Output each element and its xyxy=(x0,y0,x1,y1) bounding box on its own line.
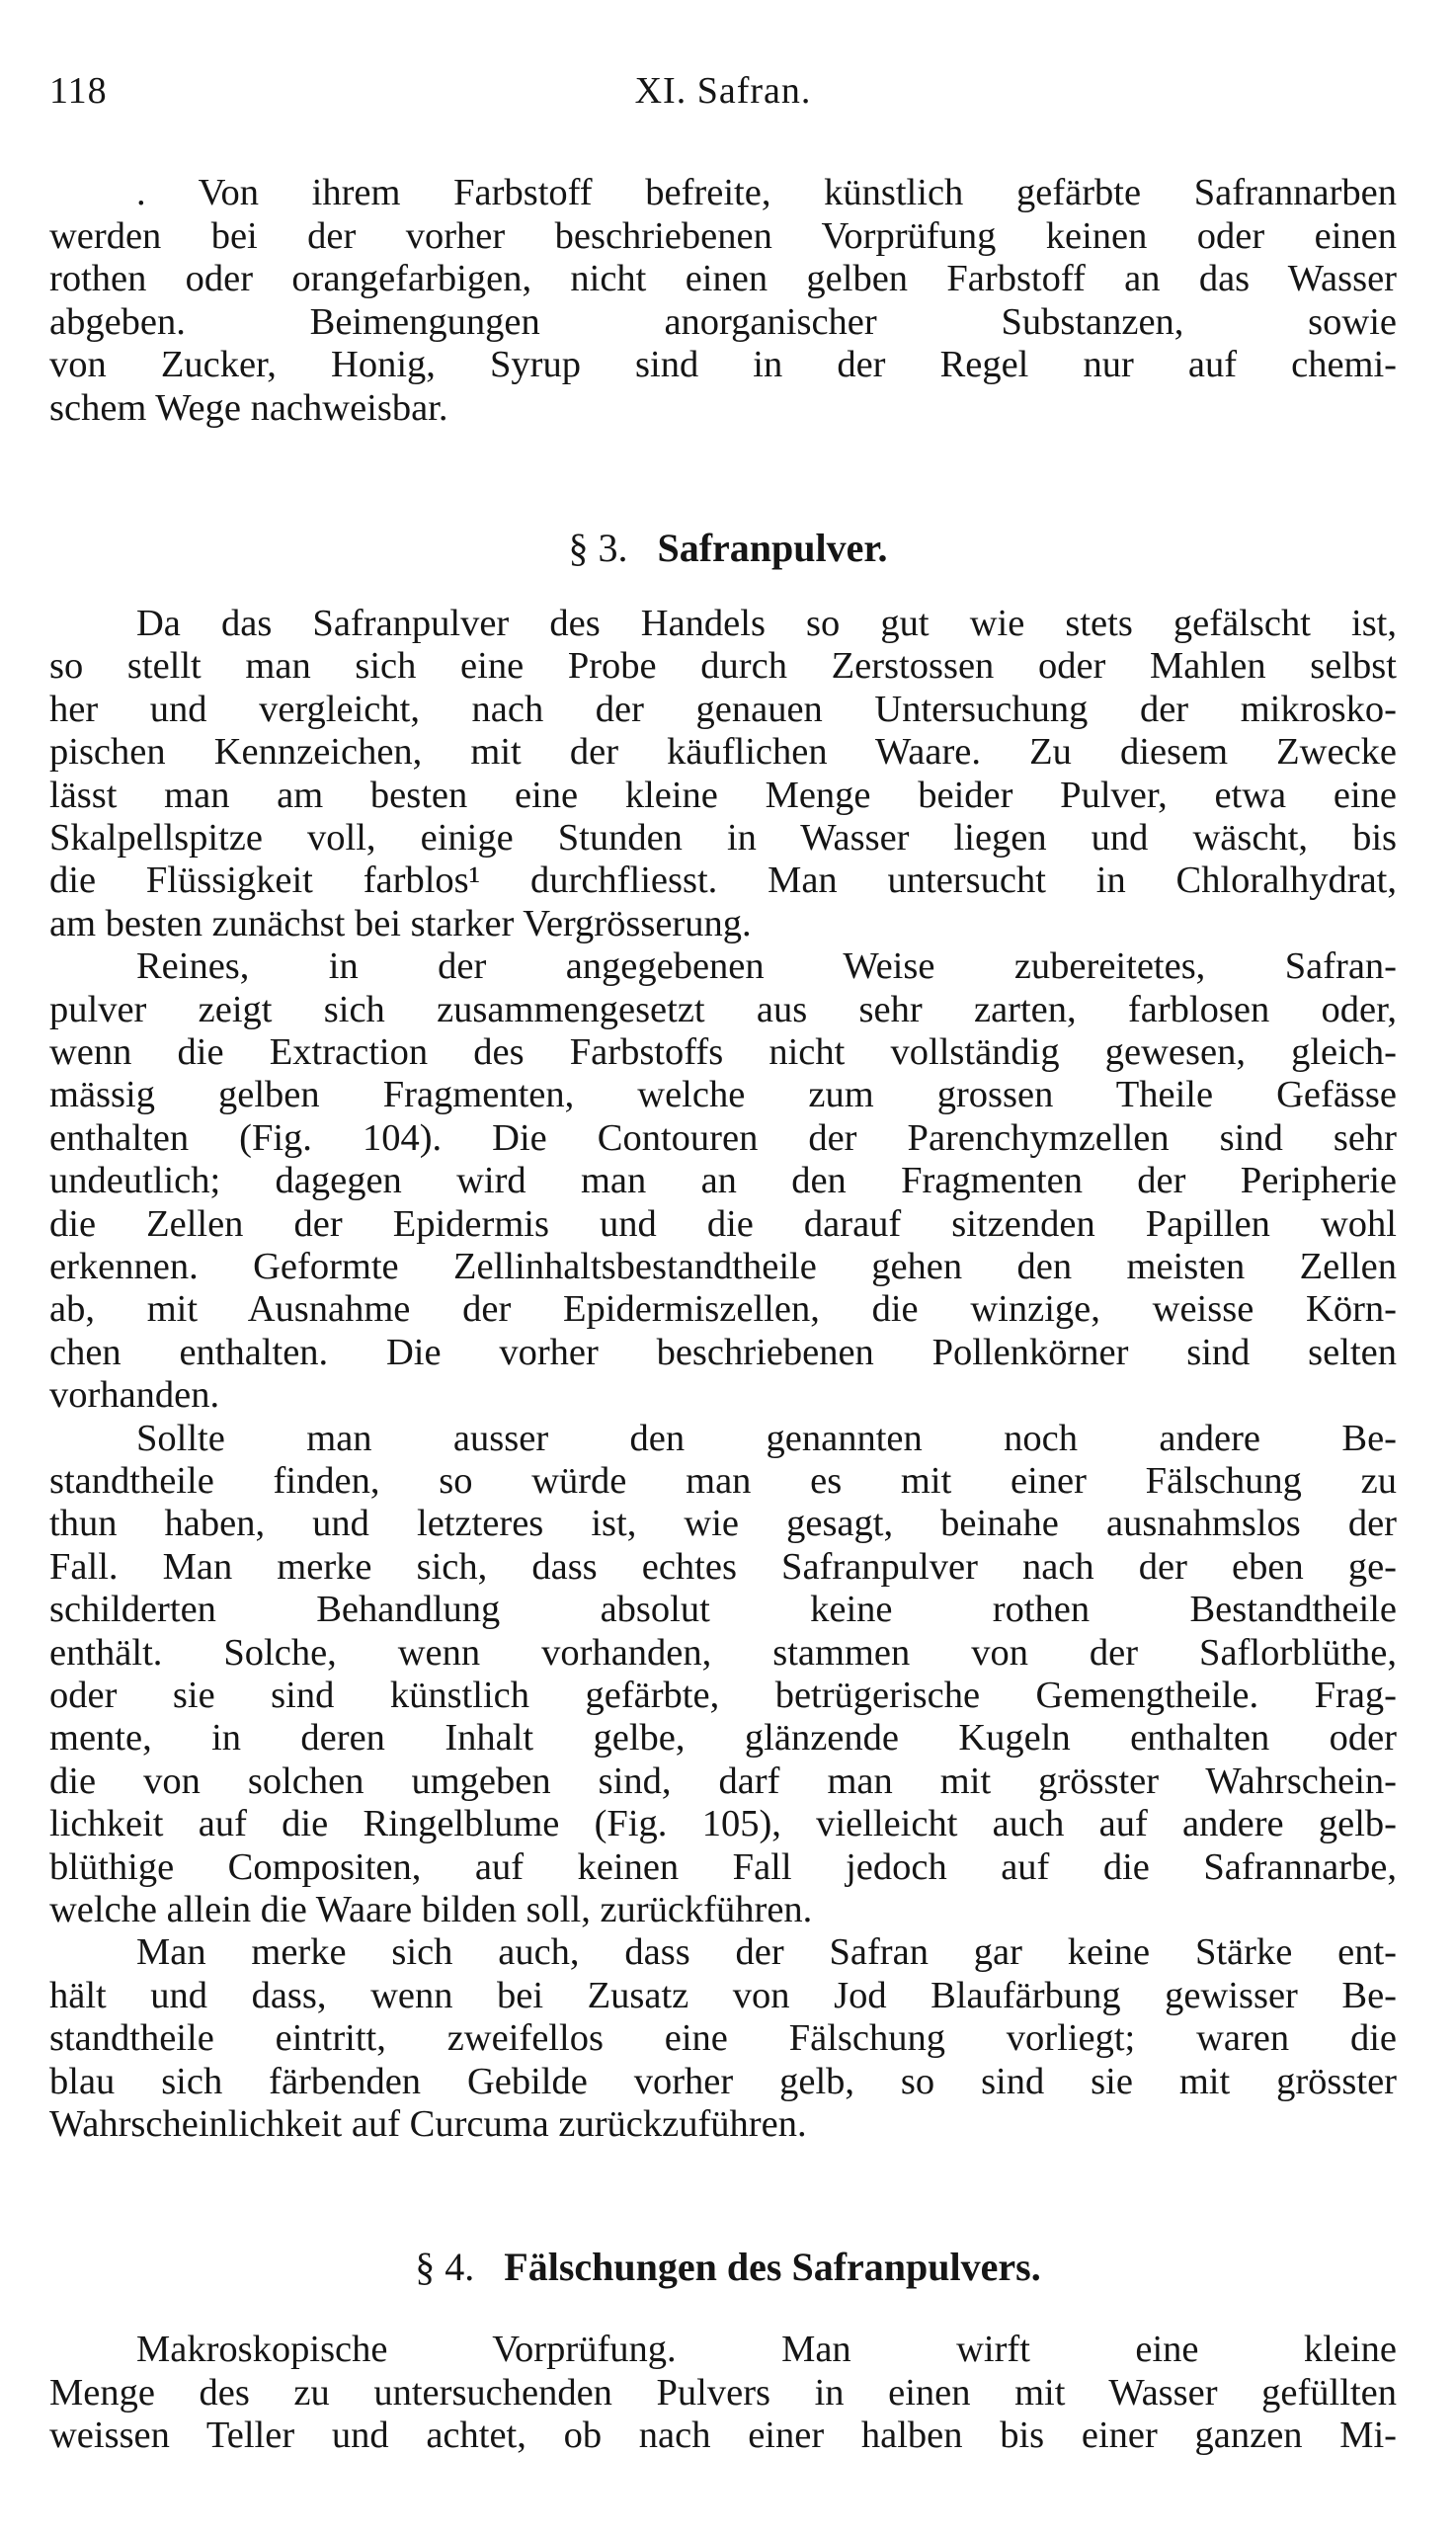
text-line: pischen Kennzeichen, mit der käuflichen Waare. Zu diesem Zwecke xyxy=(49,731,1397,774)
text-line: Skalpellspitze voll, einige Stunden in Wasser liegen und wäscht, bis xyxy=(49,817,1397,859)
section-3-number: § 3. xyxy=(568,526,628,570)
text-line: pulver zeigt sich zusammengesetzt aus sehr zarten, farblosen oder, xyxy=(49,988,1397,1030)
text-line: wenn die Extraction des Farbstoffs nicht vollständig gewesen, gleich- xyxy=(49,1031,1397,1073)
text-line: abgeben. Beimengungen anorganischer Substanzen, sowie xyxy=(49,300,1397,343)
text-line: blüthige Compositen, auf keinen Fall jedoch auf die Safrannarbe, xyxy=(49,1845,1397,1888)
text-line: Menge des zu untersuchenden Pulvers in einen mit Wasser gefüllten xyxy=(49,2371,1397,2414)
text-line: Man merke sich auch, dass der Safran gar keine Stärke ent- xyxy=(136,1931,1397,1974)
text-line: erkennen. Geformte Zellinhaltsbestandtheile gehen den meisten Zellen xyxy=(49,1246,1397,1287)
text-line: thun haben, und letzteres ist, wie gesagt, beinahe ausnahmslos der xyxy=(49,1503,1397,1545)
text-line: lichkeit auf die Ringelblume (Fig. 105), vielleicht auch auf andere gelb- xyxy=(49,1803,1397,1845)
text-line: Reines, in der angegebenen Weise zubereitetes, Safran- xyxy=(136,945,1397,988)
text-line: chen enthalten. Die vorher beschriebenen Pollenkörner sind selten xyxy=(49,1331,1397,1373)
text-line: so stellt man sich eine Probe durch Zerstossen oder Mahlen selbst xyxy=(49,645,1397,688)
text-line: lässt man am besten eine kleine Menge beider Pulver, etwa eine xyxy=(49,774,1397,816)
text-line: standtheile finden, so würde man es mit einer Fälschung zu xyxy=(49,1460,1397,1502)
section-4-heading xyxy=(0,2243,1456,2292)
text-line: schilderten Behandlung absolut keine rothen Bestandtheile xyxy=(49,1589,1397,1631)
text-line: Makroskopische Vorprüfung. Man wirft eine kleine xyxy=(136,2329,1397,2370)
text-line: weissen Teller und achtet, ob nach einer halben bis einer ganzen Mi- xyxy=(49,2414,1397,2456)
text-line: am besten zunächst bei starker Vergrösserung. xyxy=(49,902,752,944)
running-title: XI. Safran. xyxy=(634,70,812,112)
text-line: blau sich färbenden Gebilde vorher gelb, so sind sie mit grösster xyxy=(49,2060,1397,2102)
text-line: welche allein die Waare bilden soll, zurückführen. xyxy=(49,1889,813,1930)
text-line: . Von ihrem Farbstoff befreite, künstlich gefärbte Safrannarben xyxy=(136,172,1397,213)
text-line: vorhanden. xyxy=(49,1374,220,1417)
text-line: von Zucker, Honig, Syrup sind in der Regel nur auf chemi- xyxy=(49,344,1397,385)
text-line: die Zellen der Epidermis und die darauf sitzenden Papillen wohl xyxy=(49,1202,1397,1245)
text-line: enthalten (Fig. 104). Die Contouren der Parenchymzellen sind sehr xyxy=(49,1116,1397,1159)
section-3-heading xyxy=(0,524,1456,573)
page-header xyxy=(49,69,1397,119)
text-line: die von solchen umgeben sind, darf man mit grösster Wahrschein- xyxy=(49,1760,1397,1802)
text-line: rothen oder orangefarbigen, nicht einen gelben Farbstoff an das Wasser xyxy=(49,258,1397,299)
text-line: schem Wege nachweisbar. xyxy=(49,386,448,429)
section-4-title: Fälschungen des Safranpulvers. xyxy=(504,2245,1041,2289)
text-line: undeutlich; dagegen wird man an den Fragmenten der Peripherie xyxy=(49,1160,1397,1202)
text-line: Da das Safranpulver des Handels so gut wie stets gefälscht ist, xyxy=(136,603,1397,644)
text-line: Sollte man ausser den genannten noch andere Be- xyxy=(136,1417,1397,1459)
section-3-title: Safranpulver. xyxy=(657,526,888,570)
page-number: 118 xyxy=(49,70,108,112)
text-line: die Flüssigkeit farblos¹ durchfliesst. Man untersucht in Chloralhydrat, xyxy=(49,859,1397,902)
text-line: ab, mit Ausnahme der Epidermiszellen, die winzige, weisse Körn- xyxy=(49,1288,1397,1331)
text-line: standtheile eintritt, zweifellos eine Fälschung vorliegt; waren die xyxy=(49,2017,1397,2060)
text-line: oder sie sind künstlich gefärbte, betrügerische Gemengtheile. Frag- xyxy=(49,1675,1397,1716)
text-line: hält und dass, wenn bei Zusatz von Jod Blaufärbung gewisser Be- xyxy=(49,1974,1397,2016)
text-line: werden bei der vorher beschriebenen Vorprüfung keinen oder einen xyxy=(49,214,1397,257)
text-line: Wahrscheinlichkeit auf Curcuma zurückzuführen. xyxy=(49,2103,807,2145)
text-line: her und vergleicht, nach der genauen Untersuchung der mikrosko- xyxy=(49,688,1397,730)
text-line: Fall. Man merke sich, dass echtes Safranpulver nach der eben ge- xyxy=(49,1545,1397,1588)
section-4-number: § 4. xyxy=(415,2245,475,2289)
text-line: mente, in deren Inhalt gelbe, glänzende Kugeln enthalten oder xyxy=(49,1717,1397,1760)
text-line: enthält. Solche, wenn vorhanden, stammen von der Saflorblüthe, xyxy=(49,1631,1397,1674)
text-line: mässig gelben Fragmenten, welche zum grossen Theile Gefässe xyxy=(49,1074,1397,1116)
